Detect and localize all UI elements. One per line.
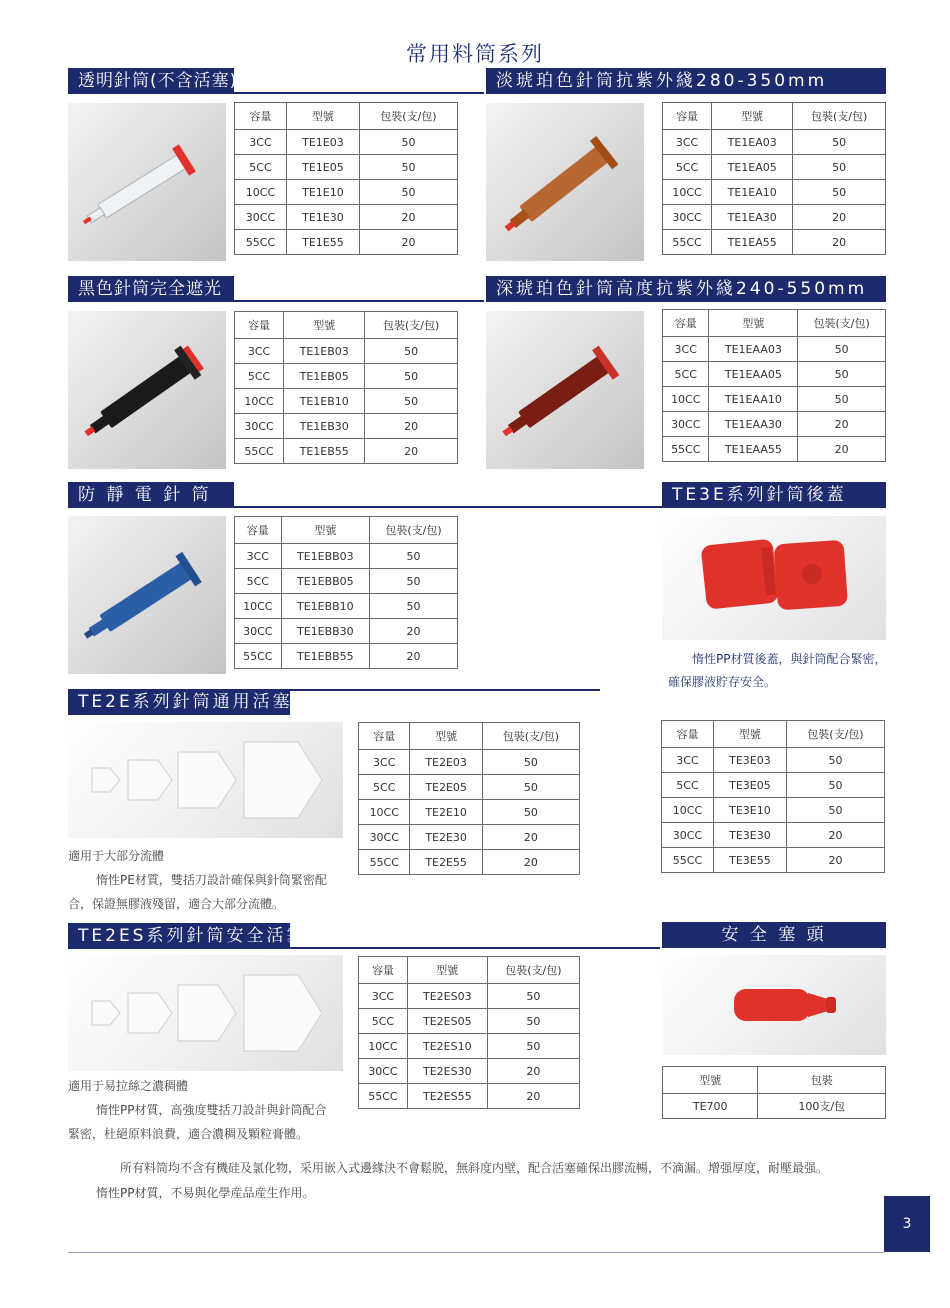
col-capacity: 容量 [663,103,712,130]
cell-pack: 20 [370,644,458,669]
table-row [662,798,885,823]
cell-pack: 100支/包 [758,1094,886,1119]
cell-model: TE1EBB03 [281,544,370,569]
light-amber-syringe-image [486,103,644,261]
col-pack: 包裝(支/包) [482,723,579,750]
cell-model: TE1EA05 [712,155,793,180]
cell-pack: 20 [793,230,886,255]
cell-capacity: 5CC [235,569,282,594]
table-header-row [235,103,458,130]
section-title-antistatic: 防 靜 電 針 筒 [68,482,234,508]
table-row [663,387,886,412]
cell-model: TE2ES03 [407,984,487,1009]
cell-pack: 50 [365,339,458,364]
table-row [359,750,580,775]
section-title-black: 黑色針筒完全遮光 [68,276,234,302]
cell-capacity: 10CC [359,800,410,825]
table-row [235,439,458,464]
cell-pack: 20 [365,439,458,464]
table-row [235,644,458,669]
cell-capacity: 10CC [359,1034,408,1059]
col-model: 型號 [712,103,793,130]
table-header-row [235,312,458,339]
table-row [235,544,458,569]
table-row [235,339,458,364]
footer-note-1: 所有料筒均不含有機硅及氯化物，采用嵌入式邊緣決不會鬆脱，無斜度内壁，配合活塞確保出膠流暢，不滴漏。增强厚度，耐壓最强。 [120,1161,829,1175]
cell-capacity: 30CC [662,823,714,848]
col-pack: 包裝(支/包) [798,310,886,337]
cell-model: TE1EA03 [712,130,793,155]
cell-model: TE2E55 [410,850,482,875]
table-row [662,748,885,773]
section-rule [290,689,600,691]
cell-pack: 50 [359,155,457,180]
spec-table-antistatic [234,516,458,669]
cell-pack: 50 [370,569,458,594]
cell-model: TE3E03 [713,748,786,773]
col-pack: 包裝(支/包) [786,721,884,748]
table-row [359,1034,580,1059]
cell-model: TE1E05 [286,155,359,180]
cell-pack: 20 [365,414,458,439]
cell-pack: 50 [482,775,579,800]
cell-pack: 20 [487,1084,579,1109]
cell-capacity: 10CC [235,594,282,619]
cell-model: TE700 [663,1094,758,1119]
cell-model: TE1EBB55 [281,644,370,669]
cell-capacity: 10CC [663,387,709,412]
col-capacity: 容量 [235,517,282,544]
cell-pack: 20 [482,850,579,875]
cell-model: TE1EAA05 [709,362,798,387]
table-row [235,389,458,414]
cell-model: TE1E55 [286,230,359,255]
cell-model: TE2ES55 [407,1084,487,1109]
cell-model: TE1E10 [286,180,359,205]
col-capacity: 容量 [235,312,284,339]
col-model: 型號 [713,721,786,748]
spec-table-dark-amber [662,309,886,462]
col-pack: 包裝(支/包) [359,103,457,130]
cell-model: TE1EBB10 [281,594,370,619]
col-model: 型號 [410,723,482,750]
section-rule [290,947,660,949]
cell-capacity: 55CC [663,437,709,462]
page-title: 常用料筒系列 [406,42,544,66]
cell-pack: 50 [487,984,579,1009]
cell-pack: 50 [482,750,579,775]
cell-pack: 50 [487,1009,579,1034]
table-row [359,984,580,1009]
col-model: 型號 [284,312,365,339]
te2e-plunger-image [68,722,343,838]
safety-plug-image [662,955,886,1055]
cell-capacity: 30CC [235,619,282,644]
cell-model: TE1EBB30 [281,619,370,644]
te3e-cap-desc-1: 惰性PP材質後蓋，與針筒配合緊密， [692,652,887,666]
cell-capacity: 55CC [235,644,282,669]
cell-capacity: 5CC [235,364,284,389]
table-row [235,180,458,205]
cell-capacity: 5CC [359,1009,408,1034]
col-capacity: 容量 [359,957,408,984]
te2es-plunger-image [68,955,343,1071]
cell-capacity: 3CC [235,130,287,155]
table-row [235,205,458,230]
col-capacity: 容量 [662,721,714,748]
spec-table-te3e-cap [661,720,885,873]
cell-model: TE1EB05 [284,364,365,389]
footer-rule [68,1252,884,1253]
col-capacity: 容量 [663,310,709,337]
cell-capacity: 10CC [235,389,284,414]
col-model: 型號 [281,517,370,544]
cell-capacity: 30CC [663,412,709,437]
col-pack: 包裝(支/包) [793,103,886,130]
cell-pack: 50 [370,544,458,569]
te2es-desc-1: 惰性PP材質，高強度雙括刀設計與針筒配合 [96,1103,327,1117]
section-title-te2e: TE2E系列針筒通用活塞 [68,689,290,715]
cell-capacity: 5CC [235,155,287,180]
table-row [663,180,886,205]
col-pack: 包裝 [758,1067,886,1094]
cell-capacity: 3CC [359,750,410,775]
table-row [235,414,458,439]
table-row [235,619,458,644]
section-title-dark-amber: 深琥珀色針筒高度抗紫外綫240-550mm [486,276,886,302]
cell-pack: 20 [786,848,884,873]
table-header-row [359,723,580,750]
cell-pack: 50 [482,800,579,825]
cell-capacity: 5CC [662,773,714,798]
spec-table-black [234,311,458,464]
cell-model: TE1EB03 [284,339,365,364]
te2e-desc-head: 適用于大部分流體 [68,849,165,863]
cell-pack: 50 [365,364,458,389]
cell-model: TE1EAA30 [709,412,798,437]
table-row [359,800,580,825]
cell-pack: 20 [786,823,884,848]
cell-model: TE3E30 [713,823,786,848]
cell-model: TE2ES10 [407,1034,487,1059]
section-title-safety-plug: 安 全 塞 頭 [662,922,886,948]
section-rule [234,92,484,94]
table-row [663,130,886,155]
cell-capacity: 3CC [235,339,284,364]
cell-model: TE1EB10 [284,389,365,414]
table-row [235,155,458,180]
cell-model: TE1E30 [286,205,359,230]
col-model: 型號 [709,310,798,337]
table-header-row [359,957,580,984]
cell-capacity: 55CC [359,850,410,875]
cell-capacity: 3CC [359,984,408,1009]
section-title-te2es: TE2ES系列針筒安全活塞 [68,923,290,949]
cell-capacity: 55CC [663,230,712,255]
cell-capacity: 3CC [235,544,282,569]
table-row [235,230,458,255]
cell-capacity: 55CC [662,848,714,873]
cell-pack: 50 [487,1034,579,1059]
col-pack: 包裝(支/包) [487,957,579,984]
cell-pack: 20 [798,412,886,437]
cell-pack: 20 [359,205,457,230]
section-title-light-amber: 淡琥珀色針筒抗紫外綫280-350mm [486,68,886,94]
table-row [359,850,580,875]
te2e-desc-1: 惰性PE材質，雙括刀設計確保與針筒緊密配 [96,873,327,887]
cell-pack: 50 [370,594,458,619]
table-row [663,362,886,387]
cell-model: TE3E55 [713,848,786,873]
page-number: 3 [884,1196,930,1252]
table-row [359,825,580,850]
table-row [359,1059,580,1084]
cell-model: TE2ES30 [407,1059,487,1084]
cell-model: TE1EB55 [284,439,365,464]
table-header-row [663,310,886,337]
cell-pack: 50 [793,155,886,180]
cell-pack: 20 [798,437,886,462]
table-row [359,775,580,800]
cell-pack: 50 [359,180,457,205]
cell-pack: 20 [487,1059,579,1084]
spec-table-transparent [234,102,458,255]
table-row [235,569,458,594]
cell-capacity: 3CC [662,748,714,773]
table-header-row [235,517,458,544]
cell-model: TE2E10 [410,800,482,825]
col-model: 型號 [663,1067,758,1094]
cell-model: TE1EA10 [712,180,793,205]
col-pack: 包裝(支/包) [365,312,458,339]
spec-table-light-amber [662,102,886,255]
cell-capacity: 10CC [235,180,287,205]
cell-capacity: 3CC [663,337,709,362]
cell-pack: 50 [798,337,886,362]
table-row [663,337,886,362]
te3e-cap-image [662,516,886,640]
cell-capacity: 5CC [663,155,712,180]
cell-pack: 20 [793,205,886,230]
cell-pack: 50 [793,130,886,155]
table-row [663,437,886,462]
cell-pack: 50 [798,387,886,412]
cell-pack: 50 [786,773,884,798]
table-row [235,594,458,619]
cell-model: TE2ES05 [407,1009,487,1034]
cell-model: TE1EBB05 [281,569,370,594]
spec-table-te2es [358,956,580,1109]
cell-pack: 50 [359,130,457,155]
cell-model: TE3E10 [713,798,786,823]
cell-capacity: 30CC [359,825,410,850]
footer-note-2: 惰性PP材質，不易與化學産品産生作用。 [96,1186,315,1200]
cell-model: TE3E05 [713,773,786,798]
cell-pack: 50 [786,748,884,773]
cell-model: TE1EA55 [712,230,793,255]
table-header-row [662,721,885,748]
cell-pack: 50 [365,389,458,414]
cell-model: TE1E03 [286,130,359,155]
te2es-desc-head: 適用于易拉絲之濃稠體 [68,1079,189,1093]
transparent-syringe-image [68,103,226,261]
cell-model: TE1EA30 [712,205,793,230]
cell-model: TE1EAA55 [709,437,798,462]
section-rule [234,300,484,302]
cell-model: TE2E30 [410,825,482,850]
cell-capacity: 30CC [663,205,712,230]
dark-amber-syringe-image [486,311,644,469]
te3e-cap-desc-2: 確保膠液貯存安全。 [668,675,777,689]
table-row [359,1009,580,1034]
table-row [663,155,886,180]
table-row [662,773,885,798]
cell-model: TE2E03 [410,750,482,775]
col-pack: 包裝(支/包) [370,517,458,544]
table-row [663,412,886,437]
cell-pack: 20 [370,619,458,644]
table-row [662,823,885,848]
section-rule [234,506,664,508]
table-header-row [663,103,886,130]
spec-table-safety-plug [662,1066,886,1119]
te2es-desc-2: 緊密，杜絕原料浪費，適合濃稠及顆粒膏體。 [68,1127,309,1141]
black-syringe-image [68,311,226,469]
cell-capacity: 30CC [235,414,284,439]
cell-pack: 50 [798,362,886,387]
cell-capacity: 30CC [235,205,287,230]
section-title-transparent: 透明針筒(不含活塞) [68,68,234,94]
cell-model: TE1EAA10 [709,387,798,412]
col-capacity: 容量 [359,723,410,750]
cell-pack: 20 [482,825,579,850]
cell-model: TE1EB30 [284,414,365,439]
table-row [663,230,886,255]
table-row [235,130,458,155]
table-row [663,205,886,230]
col-capacity: 容量 [235,103,287,130]
table-row [359,1084,580,1109]
col-model: 型號 [286,103,359,130]
section-title-te3e-cap: TE3E系列針筒後蓋 [662,482,886,508]
cell-capacity: 3CC [663,130,712,155]
table-row [235,364,458,389]
cell-pack: 50 [786,798,884,823]
cell-capacity: 55CC [359,1084,408,1109]
cell-pack: 50 [793,180,886,205]
cell-capacity: 5CC [359,775,410,800]
col-model: 型號 [407,957,487,984]
cell-capacity: 10CC [662,798,714,823]
cell-capacity: 10CC [663,180,712,205]
te2e-desc-2: 合，保證無膠液殘留，適合大部分流體。 [68,897,285,911]
cell-model: TE2E05 [410,775,482,800]
spec-table-te2e [358,722,580,875]
cell-pack: 20 [359,230,457,255]
table-row [662,848,885,873]
cell-capacity: 55CC [235,230,287,255]
cell-capacity: 5CC [663,362,709,387]
cell-capacity: 30CC [359,1059,408,1084]
antistatic-syringe-image [68,516,226,674]
cell-capacity: 55CC [235,439,284,464]
cell-model: TE1EAA03 [709,337,798,362]
